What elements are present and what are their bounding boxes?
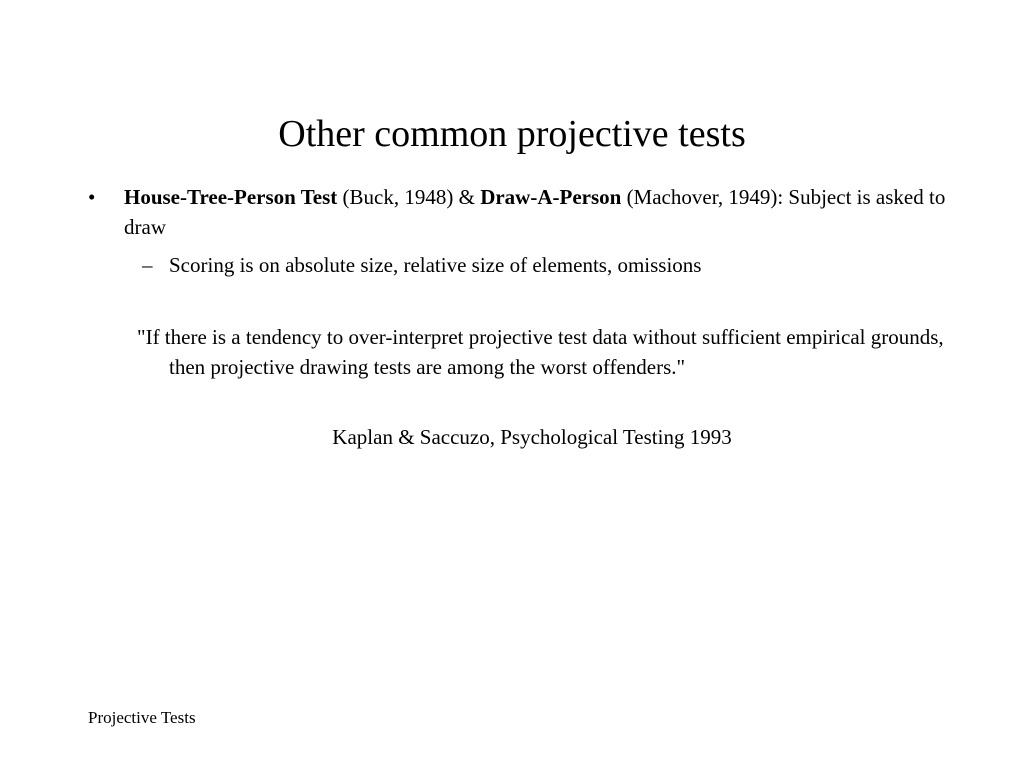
quote-text: "If there is a tendency to over-interpret projective test data without sufficient empirical grounds, then projective drawing tests are among the worst offenders."	[137, 325, 944, 379]
test-reference-machover: (Machover, 1949): Subject is asked to draw	[124, 185, 946, 239]
test-reference-buck: (Buck, 1948) &	[337, 185, 481, 209]
sub-bullet-item-scoring	[142, 250, 942, 280]
slide-footer: Projective Tests	[88, 708, 196, 727]
sub-bullet-marker: –	[142, 253, 153, 277]
test-name-house-tree-person: House-Tree-Person Test	[124, 185, 338, 209]
bullet-marker: •	[88, 185, 96, 209]
bullet-item-drawing-tests	[88, 182, 948, 242]
sub-bullet-text: Scoring is on absolute size, relative size of elements, omissions	[169, 253, 702, 277]
bullet-text	[124, 182, 948, 242]
test-name-draw-a-person: Draw-A-Person	[480, 185, 622, 209]
slide-title: Other common projective tests	[278, 113, 746, 155]
quote-citation: Kaplan & Saccuzo, Psychological Testing 1993	[332, 425, 732, 449]
